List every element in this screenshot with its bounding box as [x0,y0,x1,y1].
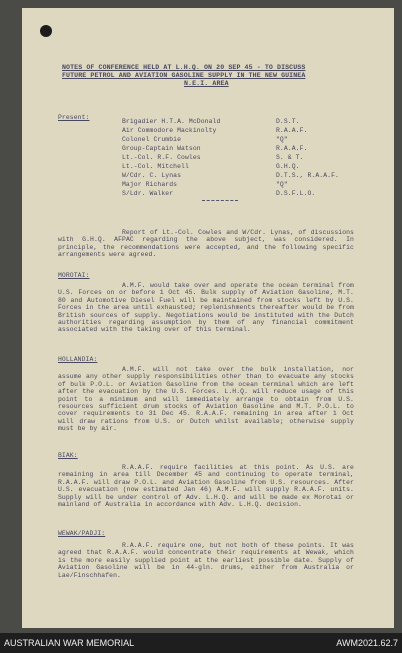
attendee-name: Colonel Crumbie [122,136,182,143]
document-page [22,8,394,628]
attendee-name: W/Cdr. C. Lynas [122,172,182,179]
attendee-name: Group-Captain Watson [122,145,201,152]
attendee-role: G.H.Q. [276,163,300,170]
section-text-biak: R.A.A.F. require facilities at this point. As U.S. are remaining in area till December 45 and continuing to operate terminal, R.A.A.F. will draw P.O.L. and Aviation Gasoline from U.S. resources. After U.S. evacuation (now estimated Jan 46) A.M.F. will supply R.A.A.F. units. Supply will be under control of Adv. L.H.Q. and will be made ex Morotai or mainland of Australia in accordance with Adv. L.H.Q. decision. [58,464,354,509]
present-label: Present: [58,114,90,121]
attendee-name: Lt.-Col. R.F. Cowles [122,154,201,161]
attendee-role: R.A.A.F. [276,145,308,152]
punch-hole [40,25,52,37]
footer-bar [0,633,402,653]
footer-accession-number: AWM2021.62.7 [336,638,398,648]
attendee-name: Lt.-Col. Mitchell [122,163,189,170]
attendee-name: Major Richards [122,181,178,188]
attendee-role: D.S.F.L.O. [276,190,316,197]
doc-title-line-1: NOTES OF CONFERENCE HELD AT L.H.Q. ON 20 SEP 45 - TO DISCUSS [62,64,306,71]
attendee-role: "Q" [276,181,288,188]
section-text-wewak: R.A.A.F. require one, but not both of these points. It was agreed that R.A.A.F. would concentrate their requirements at Wewak, which is the more easily supplied point at the earliest possible date. Supply of Aviation Gasoline will be in 44-gln. drums, either from Australia or Lae/Finschhafen. [58,542,354,579]
attendee-role: D.S.T. [276,118,300,125]
section-heading-hollandia: HOLLANDIA: [58,356,98,363]
attendee-name: S/Ldr. Walker [122,190,174,197]
doc-title-line-3: N.E.I. AREA [184,80,229,87]
attendee-role: R.A.A.F. [276,127,308,134]
doc-title-line-2: FUTURE PETROL AND AVIATION GASOLINE SUPPLY IN THE NEW GUINEA [62,72,306,79]
section-heading-wewak: WEWAK/PADJI: [58,530,106,537]
attendee-role: "Q" [276,136,288,143]
intro-paragraph: Report of Lt.-Col. Cowles and W/Cdr. Lynas, of discussions with G.H.Q. AFPAC regarding the above subject, was considered. In principle, the recommendations were accepted, and the following specific arrangements were agreed. [58,229,354,259]
section-heading-biak: BIAK: [58,452,78,459]
section-text-hollandia: A.M.F. will not take over the bulk installation, nor assume any other supply responsibilities other than to evacuate any stocks of bulk P.O.L. or Aviation Gasoline from the ocean terminal which are left after the evacuation by the U.S. Forces. L.H.Q. will reduce usage of this point to a minimum and will immediately arrange to obtain from U.S. resources sufficient drum stocks of Aviation Gasoline and M.T. P.O.L. to cover requirements to 31 Dec 45. R.A.A.F. remaining in area after 1 Oct will draw rations from U.S. or Dutch whilst available; otherwise supply must be by air. [58,366,354,433]
footer-source-label: AUSTRALIAN WAR MEMORIAL [4,638,135,648]
attendee-name: Brigadier H.T.A. McDonald [122,118,221,125]
attendee-role: D.T.S., R.A.A.F. [276,172,339,179]
section-heading-morotai: MOROTAI: [58,272,90,279]
attendee-role: S. & T. [276,154,304,161]
section-text-morotai: A.M.F. would take over and operate the ocean terminal from U.S. Forces on or before 1 Oct 45. Bulk supply of Aviation Gasoline, M.T. 80 and Automotive Diesel Fuel will be maintained from stocks left by U.S. Forces in the area until exhausted; replenishments thereafter would be from British sources of supply. Negotiations would be instituted with the Dutch authorities regarding assumption by them of any financial commitment associated with the taking over of this terminal. [58,282,354,334]
attendee-name: Air Commodore Mackinolty [122,127,217,134]
divider [202,200,238,201]
